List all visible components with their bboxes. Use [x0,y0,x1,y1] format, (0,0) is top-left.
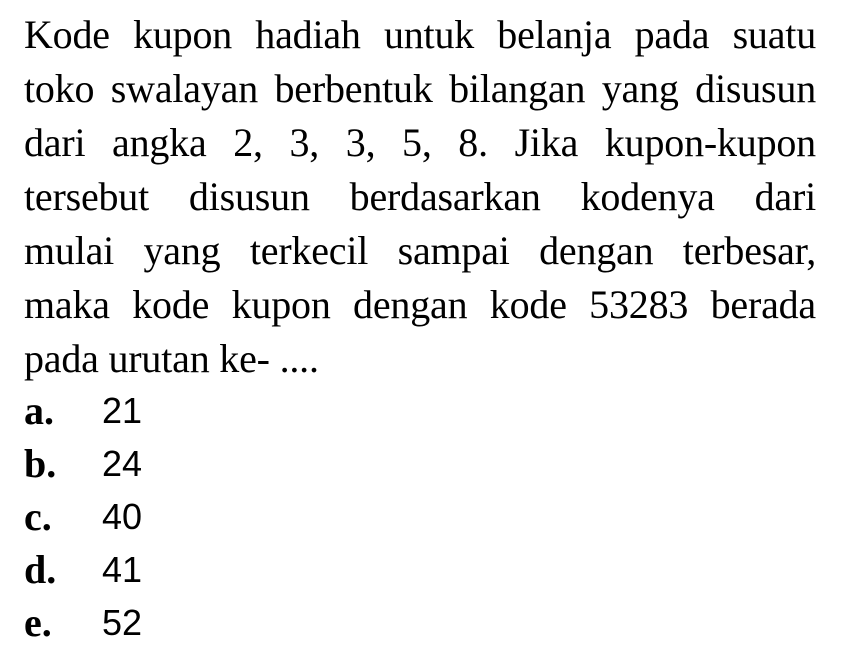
option-letter: e. [24,600,52,645]
question-line: maka kode kupon dengan kode 53283 berada [24,282,816,327]
option-d[interactable] [24,543,142,596]
option-value: 52 [102,601,143,643]
option-c[interactable] [24,490,142,543]
option-letter: d. [24,547,57,592]
option-e[interactable] [24,596,142,649]
question-line: Kode kupon hadiah untuk belanja pada suatu [24,12,816,57]
option-letter: b. [24,441,57,486]
question-line: pada urutan ke- .... [24,336,319,381]
question-text [24,8,816,386]
option-a[interactable] [24,384,142,437]
option-value: 21 [102,389,143,431]
question-line: toko swalayan berbentuk bilangan yang disusun [24,66,816,111]
option-value: 24 [102,442,143,484]
question-line: dari angka 2, 3, 3, 5, 8. Jika kupon-kupon [24,120,816,165]
option-value: 40 [102,495,143,537]
option-value: 41 [102,548,143,590]
question-line: tersebut disusun berdasarkan kodenya dari [24,174,816,219]
answer-options [24,384,142,649]
option-b[interactable] [24,437,142,490]
question-line: mulai yang terkecil sampai dengan terbesar, [24,228,816,273]
option-letter: c. [24,494,52,539]
option-letter: a. [24,388,54,433]
